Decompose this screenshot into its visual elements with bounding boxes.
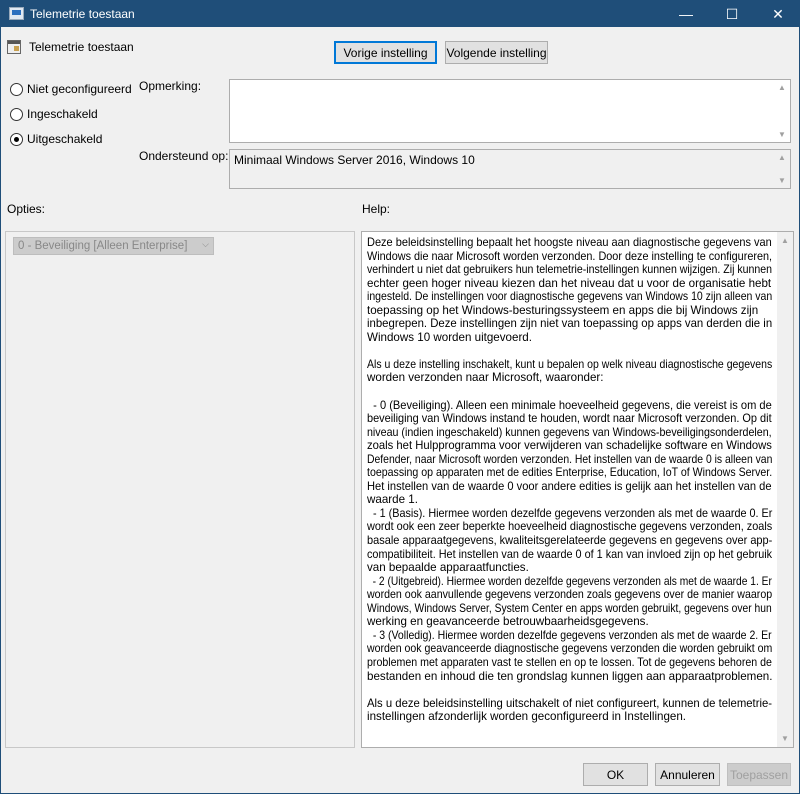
- help-line: - 2 (Uitgebreid). Hiermee worden dezelfde gegevens verzonden als met de waarde 1. Er: [367, 574, 772, 588]
- cancel-label: Annuleren: [660, 767, 715, 782]
- previous-setting-button[interactable]: [334, 41, 437, 64]
- radio-label: Uitgeschakeld: [27, 132, 103, 146]
- help-line-row: [367, 683, 772, 697]
- help-line: echter geen hoger niveau kiezen dan het niveau dat u voor de organisatie hebt: [367, 276, 772, 290]
- help-line-row: [367, 439, 772, 453]
- apply-label: Toepassen: [729, 767, 789, 782]
- help-line: worden ook geavanceerde diagnostische gegevens verzonden die worden gebruikt om: [367, 642, 773, 656]
- help-line-row: [367, 250, 772, 264]
- help-line-row: [367, 412, 772, 426]
- help-line: Het instellen van de waarde 0 voor andere edities is gelijk aan het instellen van de: [367, 479, 772, 493]
- help-line-row: [367, 453, 772, 467]
- radio-not-configured[interactable]: [10, 82, 132, 96]
- help-line-row: [367, 290, 772, 304]
- supported-scrollbar[interactable]: ▲ ▼: [778, 153, 786, 185]
- minimize-button[interactable]: —: [679, 6, 693, 22]
- help-line-row: [367, 304, 772, 318]
- setting-icon: [7, 40, 21, 54]
- help-line: worden verzonden naar Microsoft, waaronder:: [367, 371, 604, 385]
- radio-circle[interactable]: [10, 133, 23, 146]
- apply-button[interactable]: [727, 763, 791, 786]
- help-line-row: [367, 602, 772, 616]
- help-line-row: [367, 520, 772, 534]
- radio-enabled[interactable]: [10, 107, 98, 121]
- help-line-row: [367, 710, 772, 724]
- close-button[interactable]: ✕: [772, 5, 784, 22]
- setting-name: Telemetrie toestaan: [29, 40, 134, 54]
- help-line: problemen met apparaten vast te stellen en op te lossen. Tot de gegevens behoren de: [367, 655, 772, 669]
- help-line-row: [367, 277, 772, 291]
- help-line: inbegrepen. Deze instellingen zijn niet van toepassing op apps van derden die in: [367, 317, 773, 331]
- help-line-row: [367, 548, 772, 562]
- help-line-row: [367, 493, 772, 507]
- supported-value: Minimaal Windows Server 2016, Windows 10: [234, 153, 475, 167]
- help-line: werking en geavanceerde betrouwbaarheidsgegevens.: [367, 615, 649, 629]
- help-line: ingesteld. De instellingen voor diagnostische gegevens van Windows 10 zijn alleen van: [367, 290, 773, 304]
- radio-circle[interactable]: [10, 83, 23, 96]
- next-setting-button[interactable]: [445, 41, 548, 64]
- help-line: bestanden en inhoud die ten grondslag kunnen liggen aan apparaatproblemen.: [367, 669, 773, 683]
- comment-label: Opmerking:: [139, 79, 202, 93]
- help-line: Als u deze instelling inschakelt, kunt u bepalen op welk niveau diagnostische gegevens: [367, 357, 773, 371]
- radio-disabled[interactable]: [10, 132, 102, 146]
- comment-scrollbar[interactable]: ▲ ▼: [778, 83, 786, 139]
- help-line: worden ook aanvullende gegevens verzonden zoals gegevens over de manier waarop: [367, 588, 773, 602]
- help-line: Als u deze beleidsinstelling uitschakelt of niet configureert, kunnen de telemetrie-: [367, 696, 773, 710]
- help-line-row: [367, 371, 772, 385]
- help-line: Windows 10 worden uitgevoerd.: [367, 330, 532, 344]
- help-line-row: [367, 588, 772, 602]
- help-line-row: [367, 534, 772, 548]
- help-line-row: [367, 507, 772, 521]
- help-line-row: [367, 656, 772, 670]
- help-line-row: [367, 426, 772, 440]
- help-line: zoals het Hulpprogramma voor verwijderen van schadelijke software en Windows: [367, 439, 772, 453]
- help-text: [367, 236, 772, 724]
- help-line: instellingen afzonderlijk worden geconfigureerd in Instellingen.: [367, 710, 687, 724]
- previous-setting-label: Vorige instelling: [343, 45, 428, 60]
- comment-textarea[interactable]: [229, 79, 791, 143]
- cancel-button[interactable]: [655, 763, 720, 786]
- ok-button[interactable]: [583, 763, 648, 786]
- level-dropdown[interactable]: [13, 237, 214, 255]
- help-line-row: [367, 480, 772, 494]
- help-line: Windows, Windows Server, System Center en apps worden gebruikt, gegevens over hun: [367, 601, 772, 615]
- options-panel: [5, 231, 355, 748]
- help-label: Help:: [362, 202, 391, 216]
- window-title: Telemetrie toestaan: [30, 7, 135, 21]
- help-line: waarde 1.: [367, 493, 418, 507]
- ok-label: OK: [606, 767, 625, 782]
- help-line: Deze beleidsinstelling bepaalt het hoogste niveau aan diagnostische gegevens van: [367, 236, 772, 249]
- help-line: - 3 (Volledig). Hiermee worden dezelfde gegevens verzonden als met de waarde 2. Er: [367, 628, 772, 642]
- help-panel: [361, 231, 794, 748]
- supported-label: Ondersteund op:: [139, 149, 229, 163]
- policy-app-icon: [9, 7, 24, 20]
- help-line: basale apparaatgegevens, kwaliteitsgerelateerde gegevens en gegevens over app-: [367, 534, 773, 548]
- help-line: - 1 (Basis). Hiermee worden dezelfde gegevens verzonden als met de waarde 0. Er: [367, 506, 773, 520]
- help-line: Defender, naar Microsoft worden verzonden. Het instellen van de waarde 0 is alleen van: [367, 452, 773, 466]
- radio-label: Niet geconfigureerd: [27, 82, 132, 96]
- help-line-row: [367, 697, 772, 711]
- help-line: compatibiliteit. Het instellen van de waarde 0 of 1 kan van invloed zijn op het gebruik: [367, 547, 773, 561]
- help-line: toepassing op apparaten met de edities Enterprise, Education, IoT of Windows Server.: [367, 466, 773, 480]
- help-line-row: [367, 263, 772, 277]
- help-line: Windows die naar Microsoft worden verzonden. Door deze instelling te configureren,: [367, 249, 773, 263]
- help-line-row: [367, 561, 772, 575]
- help-line-row: [367, 642, 772, 656]
- help-scrollbar[interactable]: ▲ ▼: [777, 232, 793, 747]
- next-setting-label: Volgende instelling: [446, 45, 547, 60]
- options-label: Opties:: [7, 202, 46, 216]
- help-line-row: [367, 670, 772, 684]
- help-line: - 0 (Beveiliging). Alleen een minimale hoeveelheid gegevens, die vereist is om de: [367, 398, 772, 412]
- help-line-row: [367, 331, 772, 345]
- help-line-row: [367, 317, 772, 331]
- chevron-down-icon: ⌵: [202, 239, 209, 249]
- help-line: verhindert u niet dat gebruikers hun telemetrie-instellingen kunnen wijzigen. Zij kunnen: [367, 263, 773, 277]
- help-line-row: [367, 629, 772, 643]
- dropdown-value: 0 - Beveiliging [Alleen Enterprise]: [18, 240, 188, 252]
- help-line: toepassing op het Windows-besturingssysteem en apps die bij Windows zijn: [367, 303, 759, 317]
- radio-circle[interactable]: [10, 108, 23, 121]
- help-line: wordt ook een zeer beperkte hoeveelheid diagnostische gegevens verzonden, zoals: [367, 520, 773, 534]
- maximize-button[interactable]: ☐: [725, 5, 739, 22]
- help-line-row: [367, 575, 772, 589]
- help-line: van bepaalde apparaatfuncties.: [367, 561, 529, 575]
- help-line-row: [367, 236, 772, 250]
- help-line-row: [367, 358, 772, 372]
- title-bar[interactable]: [1, 1, 800, 27]
- help-line-row: [367, 385, 772, 399]
- help-line: niveau (indien ingeschakeld) kunnen gegevens van Windows-beveiligingsonderdelen,: [367, 425, 772, 439]
- help-line: beveiliging van Windows instand te houden, wordt naar Microsoft verzonden. Op dit: [367, 412, 772, 426]
- help-line-row: [367, 466, 772, 480]
- supported-on-field: [229, 149, 791, 189]
- radio-label: Ingeschakeld: [27, 107, 98, 121]
- help-line-row: [367, 399, 772, 413]
- help-line-row: [367, 344, 772, 358]
- help-line-row: [367, 615, 772, 629]
